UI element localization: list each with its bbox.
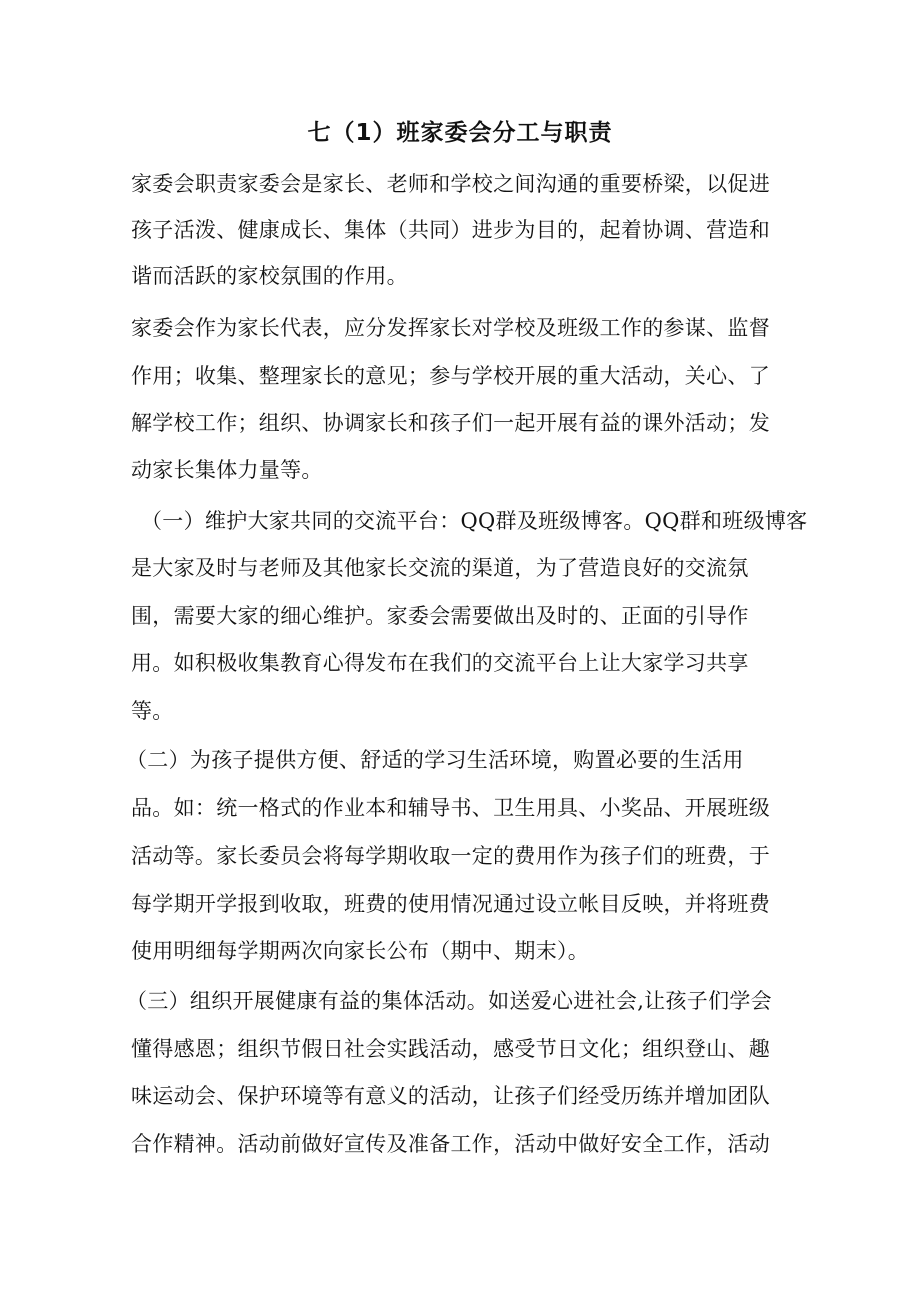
paragraph-line-15: 活动等。家长委员会将每学期收取一定的费用作为孩子们的班费，于	[131, 844, 770, 868]
paragraph-line-20: 味运动会、保护环境等有意义的活动，让孩子们经受历练并增加团队	[131, 1084, 770, 1108]
paragraph-line-7: 动家长集体力量等。	[131, 458, 323, 482]
paragraph-line-3: 谐而活跃的家校氛围的作用。	[131, 264, 408, 288]
paragraph-line-1: 家委会职责家委会是家长、老师和学校之间沟通的重要桥梁，以促进	[131, 172, 770, 196]
paragraph-line-16: 每学期开学报到收取，班费的使用情况通过设立帐目反映，并将班费	[131, 892, 770, 916]
paragraph-line-10: 围，需要大家的细心维护。家委会需要做出及时的、正面的引导作	[131, 604, 749, 628]
paragraph-line-13: （二）为孩子提供方便、舒适的学习生活环境，购置必要的生活用	[126, 748, 744, 772]
paragraph-line-4: 家委会作为家长代表，应分发挥家长对学校及班级工作的参谋、监督	[131, 316, 770, 340]
paragraph-line-2: 孩子活泼、健康成长、集体（共同）进步为目的，起着协调、营造和	[131, 218, 770, 242]
paragraph-line-6: 解学校工作；组织、协调家长和孩子们一起开展有益的课外活动；发	[131, 411, 770, 435]
paragraph-line-18: （三）组织开展健康有益的集体活动。如送爱心进社会,让孩子们学会	[126, 989, 772, 1013]
paragraph-line-9: 是大家及时与老师及其他家长交流的渠道，为了营造良好的交流氛	[131, 556, 749, 580]
paragraph-line-14: 品。如：统一格式的作业本和辅导书、卫生用具、小奖品、开展班级	[131, 796, 770, 820]
paragraph-line-21: 合作精神。活动前做好宣传及准备工作，活动中做好安全工作，活动	[131, 1132, 770, 1156]
paragraph-line-8: （一）维护大家共同的交流平台：QQ群及班级博客。QQ群和班级博客	[141, 509, 808, 533]
paragraph-line-12: 等。	[131, 699, 174, 723]
paragraph-line-19: 懂得感恩；组织节假日社会实践活动，感受节日文化；组织登山、趣	[131, 1037, 770, 1061]
paragraph-line-5: 作用；收集、整理家长的意见；参与学校开展的重大活动，关心、了	[131, 364, 770, 388]
paragraph-line-11: 用。如积极收集教育心得发布在我们的交流平台上让大家学习共享	[131, 651, 749, 675]
page-title: 七（1）班家委会分工与职责	[307, 120, 613, 146]
paragraph-line-17: 使用明细每学期两次向家长公布（期中、期末）。	[131, 939, 590, 963]
